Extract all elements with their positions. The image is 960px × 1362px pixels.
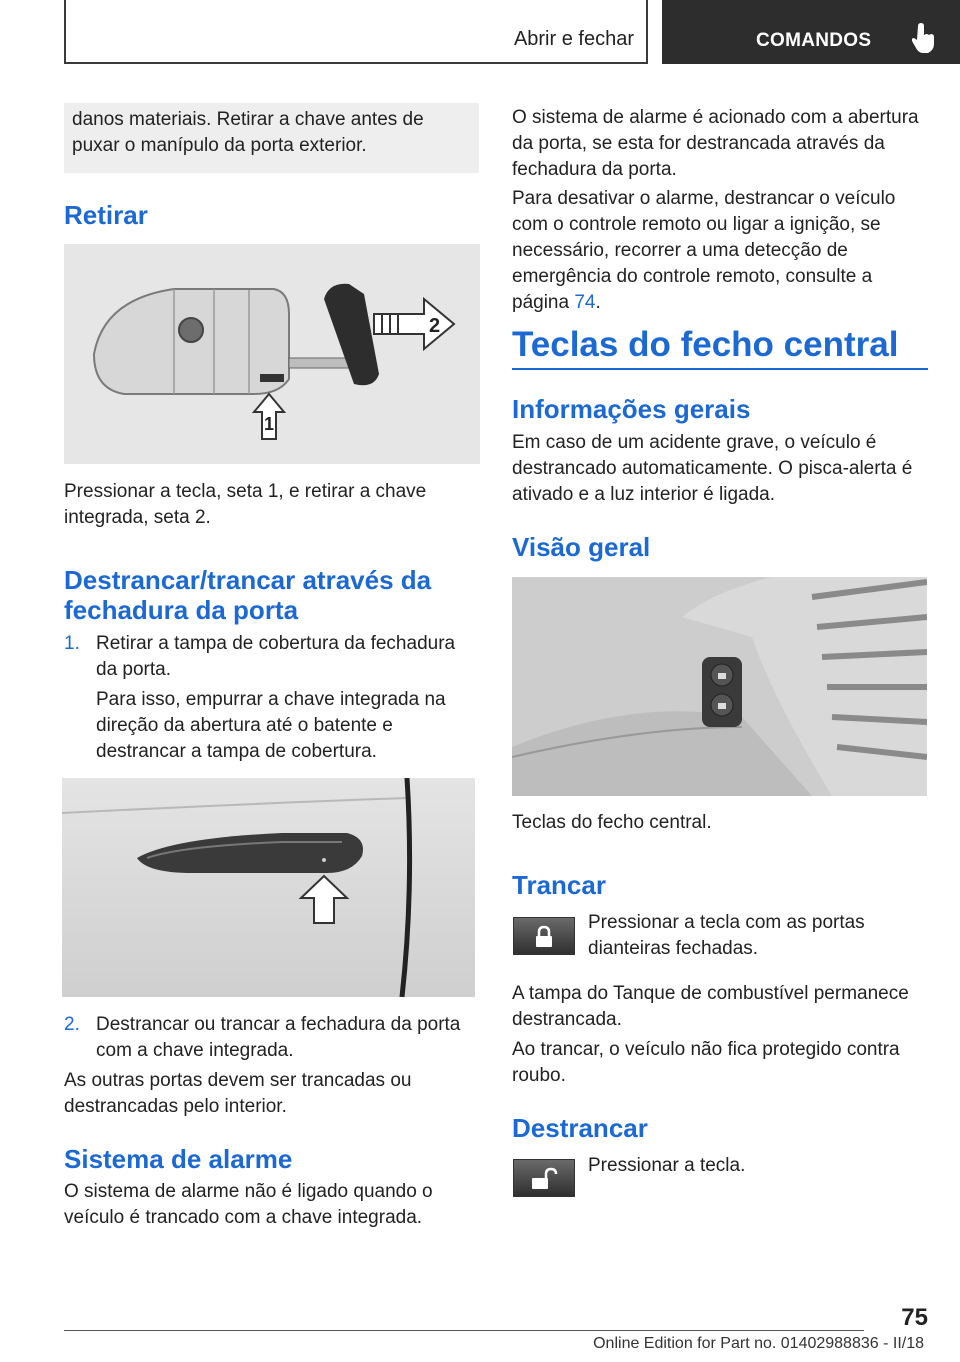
- alarm-paragraph-2-text: Para desativar o alarme, destrancar o veículo com o controle remoto ou ligar a ignição, se necessário, recorrer a uma detecção de emergência do controle remoto, consulte a página: [512, 188, 896, 313]
- figure-label-1: 1: [264, 414, 275, 434]
- footer-divider: [64, 1330, 864, 1331]
- heading-destrancar: Destrancar: [512, 1113, 648, 1143]
- other-doors-text: As outras portas devem ser trancadas ou destrancadas pelo interior.: [64, 1070, 412, 1117]
- heading-underline: [512, 368, 928, 370]
- retirar-instruction: Pressionar a tecla, seta 1, e retirar a chave integrada, seta 2.: [64, 481, 427, 528]
- heading-retirar: Retirar: [64, 200, 148, 230]
- heading-sistema-alarme: Sistema de alarme: [64, 1144, 293, 1174]
- alarm-paragraph-2: [512, 186, 928, 316]
- lock-icon: [533, 925, 555, 949]
- alarme-text: O sistema de alarme não é ligado quando o veículo é trancado com a chave integrada.: [64, 1181, 433, 1228]
- page-number: 75: [901, 1304, 928, 1331]
- step-1-text: Retirar a tampa de cobertura da fechadura da porta.: [96, 633, 456, 680]
- unlock-button-image: [513, 1159, 575, 1197]
- figure-key-removal: [64, 244, 480, 464]
- heading-destrancar-porta: Destrancar/trancar através da fechadura da porta: [64, 565, 432, 625]
- note-text: danos materiais. Retirar a chave antes de puxar o manípulo da porta exterior.: [72, 109, 424, 156]
- alarm-paragraph-1: O sistema de alarme é acionado com a abertura da porta, se esta for destrancada através da fechadura da porta.: [512, 107, 919, 180]
- figure-label-2: 2: [429, 315, 441, 337]
- hand-pointer-icon: [912, 22, 936, 54]
- note-box: [64, 103, 479, 173]
- step-2-text: Destrancar ou trancar a fechadura da porta com a chave integrada.: [96, 1014, 461, 1061]
- lock-button-image: [513, 917, 575, 955]
- figure-door-handle: [62, 778, 475, 997]
- figure-central-locking-buttons: [512, 577, 927, 796]
- page-reference-link[interactable]: 74: [574, 292, 596, 313]
- trancar-text: Pressionar a tecla com as portas dianteiras fechadas.: [588, 912, 865, 959]
- alarm-paragraph-2-end: .: [595, 292, 601, 313]
- footer-edition-text: Online Edition for Part no. 01402988836 - II/18: [593, 1335, 924, 1352]
- step-2-number: 2.: [64, 1014, 80, 1035]
- visao-caption: Teclas do fecho central.: [512, 812, 712, 833]
- header-section-box: [64, 0, 648, 64]
- tanque-text: A tampa do Tanque de combustível permanece destrancada.: [512, 983, 909, 1030]
- heading-teclas-fecho-central: Teclas do fecho central: [512, 325, 899, 364]
- roubo-text: Ao trancar, o veículo não fica protegido contra roubo.: [512, 1039, 900, 1086]
- heading-informacoes-gerais: Informações gerais: [512, 394, 751, 424]
- destrancar-text: Pressionar a tecla.: [588, 1155, 746, 1176]
- header-chapter-tab[interactable]: [662, 0, 960, 64]
- header-section-label: Abrir e fechar: [513, 28, 634, 50]
- heading-visao-geral: Visão geral: [512, 532, 651, 562]
- header-chapter-label: COMANDOS: [756, 30, 872, 51]
- heading-trancar: Trancar: [512, 870, 606, 900]
- step-1-subtext: Para isso, empurrar a chave integrada na direção da abertura até o batente e destrancar a tampa de cobertura.: [96, 689, 446, 762]
- step-1-number: 1.: [64, 633, 80, 654]
- unlock-icon: [530, 1167, 558, 1191]
- info-text: Em caso de um acidente grave, o veículo é destrancado automaticamente. O pisca-alerta é ativado e a luz interior é ligada.: [512, 432, 913, 505]
